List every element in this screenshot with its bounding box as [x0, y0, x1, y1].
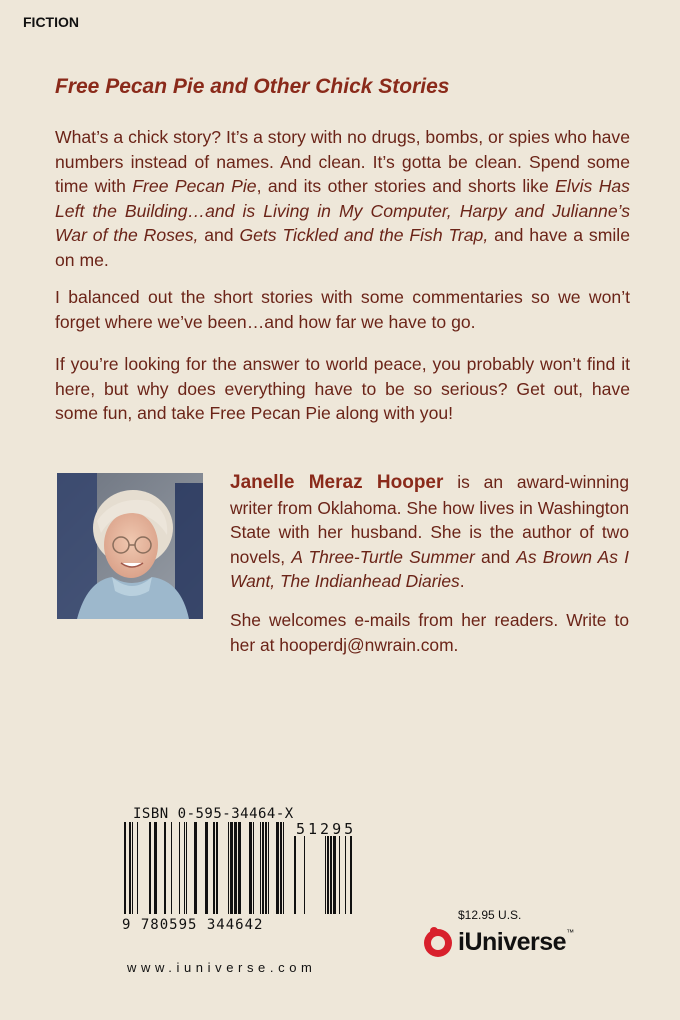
isbn-label: ISBN 0-595-34464-X — [133, 806, 294, 822]
ean-digits: 9 780595 344642 — [122, 917, 264, 933]
genre-label: FICTION — [23, 14, 79, 30]
blurb-paragraph-1: What’s a chick story? It’s a story with no drugs, bombs, or spies who have numbers instead of names. And clean. It’s gotta be clean. Spend some time with Free Pecan Pie, and its other stories and shorts like Elvis Has Left the Building…and is Living in My Computer, Harpy and Julianne’s War of the Roses, and Gets Tickled and the Fish Trap, and have a smile on me. — [55, 127, 630, 270]
publisher-website: www.iuniverse.com — [127, 960, 317, 975]
blurb-paragraph-2: I balanced out the short stories with some commentaries so we won’t forget where we’ve been…and how far we have to go. — [55, 287, 630, 332]
publisher-logo: iUniverse™ — [421, 925, 574, 959]
iuniverse-logo-icon — [421, 925, 455, 959]
book-title: Free Pecan Pie and Other Chick Stories — [55, 75, 450, 98]
author-bio: Janelle Meraz Hooper is an award-winning writer from Oklahoma. She how lives in Washington State with her husband. She is the author of two novels, A Three-Turtle Summer and As Brown As I Want, The Indianhead Diaries. — [230, 472, 630, 592]
blurb-paragraph-3: If you’re looking for the answer to world peace, you probably won’t find it here, but why does everything have to be so serious? Get out, have some fun, and take Free Pecan Pie along with you! — [55, 354, 630, 423]
author-contact: She welcomes e-mails from her readers. Write to her at hooperdj@nwrain.com. — [230, 610, 629, 655]
author-photo — [57, 473, 203, 619]
price-label: $12.95 U.S. — [458, 908, 522, 922]
author-name: Janelle Meraz Hooper — [230, 472, 444, 493]
price-addon-digits: 51295 — [296, 820, 357, 838]
